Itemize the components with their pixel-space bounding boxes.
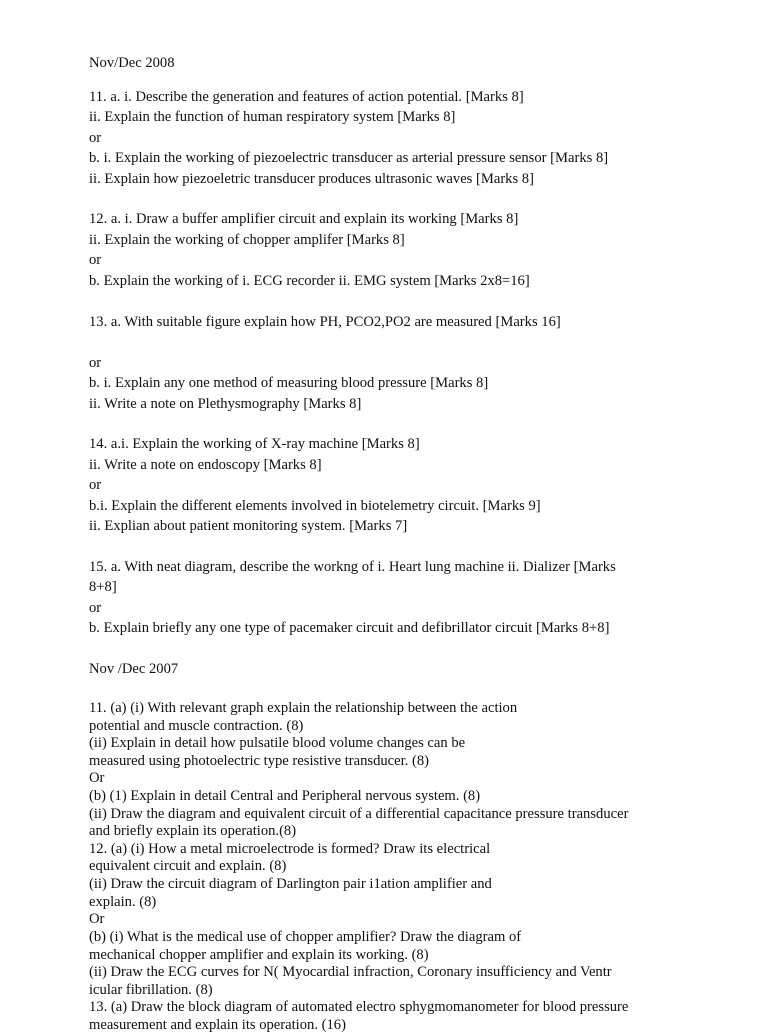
question-line: b. i. Explain the working of piezoelectric transducer as arterial pressure sensor [Marks 8] bbox=[89, 150, 609, 166]
question-line: (ii) Explain in detail how pulsatile blood volume changes can be bbox=[89, 735, 466, 751]
question-line: potential and muscle contraction. (8) bbox=[89, 718, 304, 734]
question-line: measurement and explain its operation. (16) bbox=[89, 1017, 346, 1033]
question-line: ii. Explain the function of human respiratory system [Marks 8] bbox=[89, 109, 456, 125]
question-line: 13. a. With suitable figure explain how PH, PCO2,PO2 are measured [Marks 16] bbox=[89, 314, 561, 330]
question-line: b. Explain briefly any one type of pacemaker circuit and defibrillator circuit [Marks 8+8] bbox=[89, 620, 610, 636]
or-separator: or bbox=[89, 355, 102, 371]
question-line: ii. Explain the working of chopper amplifer [Marks 8] bbox=[89, 232, 405, 248]
or-separator: Or bbox=[89, 770, 105, 786]
question-line: (ii) Draw the circuit diagram of Darlington pair i1ation amplifier and bbox=[89, 876, 492, 892]
question-line: 13. (a) Draw the block diagram of automated electro sphygmomanometer for blood pressure bbox=[89, 999, 629, 1015]
question-line: ii. Explain how piezoeletric transducer produces ultrasonic waves [Marks 8] bbox=[89, 171, 534, 187]
question-line: b. i. Explain any one method of measuring blood pressure [Marks 8] bbox=[89, 375, 489, 391]
question-line: 14. a.i. Explain the working of X-ray machine [Marks 8] bbox=[89, 436, 420, 452]
or-separator: or bbox=[89, 600, 102, 616]
question-line: ii. Write a note on Plethysmography [Marks 8] bbox=[89, 396, 362, 412]
question-line: 15. a. With neat diagram, describe the workng of i. Heart lung machine ii. Dializer [Marks bbox=[89, 559, 616, 575]
or-separator: Or bbox=[89, 911, 105, 927]
question-line: 12. a. i. Draw a buffer amplifier circuit and explain its working [Marks 8] bbox=[89, 211, 519, 227]
question-line: mechanical chopper amplifier and explain its working. (8) bbox=[89, 947, 429, 963]
question-line: b.i. Explain the different elements involved in biotelemetry circuit. [Marks 9] bbox=[89, 498, 541, 514]
question-line: (ii) Draw the ECG curves for N( Myocardial infraction, Coronary insufficiency and Ventr bbox=[89, 964, 612, 980]
section-heading-2007: Nov /Dec 2007 bbox=[89, 661, 179, 677]
question-line: measured using photoelectric type resistive transducer. (8) bbox=[89, 753, 430, 769]
or-separator: or bbox=[89, 130, 102, 146]
question-line: 11. (a) (i) With relevant graph explain the relationship between the action bbox=[89, 700, 518, 716]
question-line: 11. a. i. Describe the generation and features of action potential. [Marks 8] bbox=[89, 89, 524, 105]
question-line: ii. Explian about patient monitoring system. [Marks 7] bbox=[89, 518, 408, 534]
question-line: ii. Write a note on endoscopy [Marks 8] bbox=[89, 457, 322, 473]
question-line: (ii) Draw the diagram and equivalent circuit of a differential capacitance pressure transducer bbox=[89, 806, 629, 822]
question-line: and briefly explain its operation.(8) bbox=[89, 823, 297, 839]
section-heading-2008: Nov/Dec 2008 bbox=[89, 55, 175, 71]
question-line: (b) (1) Explain in detail Central and Peripheral nervous system. (8) bbox=[89, 788, 481, 804]
question-line: equivalent circuit and explain. (8) bbox=[89, 858, 287, 874]
question-line: (b) (i) What is the medical use of chopper amplifier? Draw the diagram of bbox=[89, 929, 522, 945]
question-line: explain. (8) bbox=[89, 894, 157, 910]
or-separator: or bbox=[89, 252, 102, 268]
question-line: b. Explain the working of i. ECG recorder ii. EMG system [Marks 2x8=16] bbox=[89, 273, 530, 289]
question-line: icular fibrillation. (8) bbox=[89, 982, 213, 998]
question-line: 8+8] bbox=[89, 579, 117, 595]
or-separator: or bbox=[89, 477, 102, 493]
question-line: 12. (a) (i) How a metal microelectrode is formed? Draw its electrical bbox=[89, 841, 491, 857]
